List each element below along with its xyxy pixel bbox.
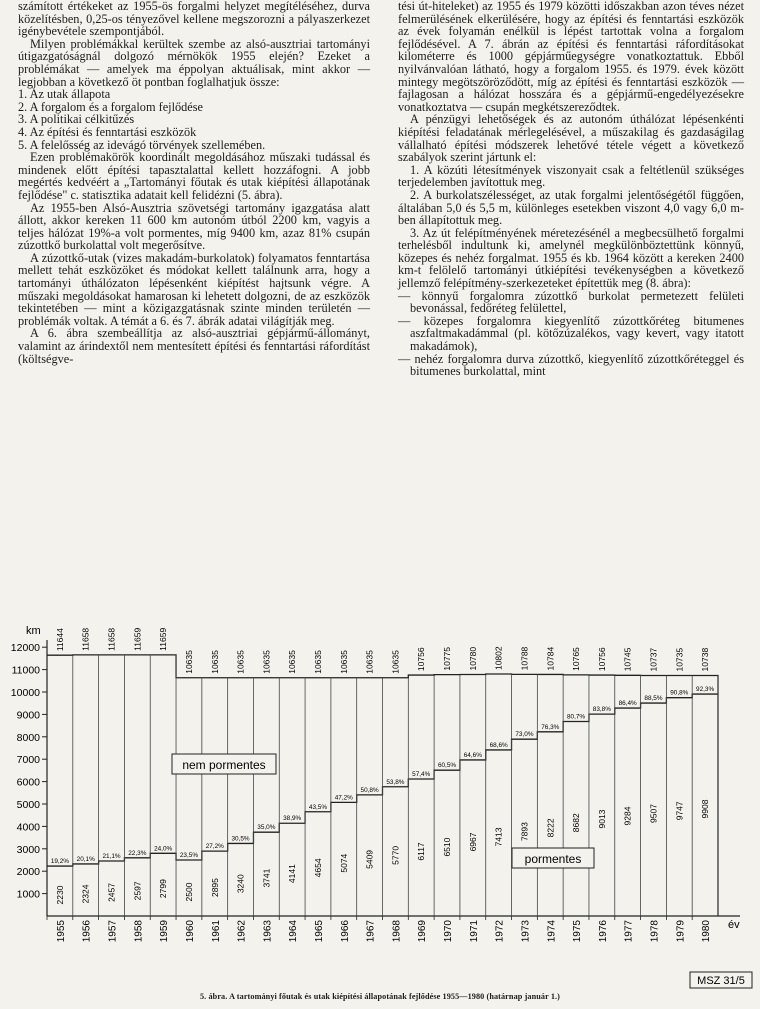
paved-percent-label: 92,3%	[696, 686, 715, 694]
paved-value-label: 4654	[312, 858, 323, 878]
paved-percent-label: 60,5%	[437, 762, 457, 770]
paragraph: 2. A forgalom és a forgalom fejlődése	[18, 99, 203, 114]
paved-value-label: 6967	[467, 832, 478, 852]
paved-percent-label: 27,2%	[205, 843, 224, 851]
paved-value-label: 5409	[364, 849, 375, 869]
x-tick-label: 1955	[55, 920, 67, 943]
paved-percent-label: 24,0%	[154, 845, 173, 853]
y-tick-label: 7000	[16, 754, 40, 767]
y-tick-label: 9000	[16, 709, 40, 722]
total-value-label: 11659	[158, 627, 169, 651]
x-tick-label: 1958	[133, 920, 145, 943]
y-tick-label: 1000	[16, 888, 40, 901]
paved-label: pormentes	[524, 852, 582, 866]
paved-value-label: 2597	[132, 881, 143, 901]
paragraph: 5. A felelősség az idevágó törvények szellemében.	[18, 137, 266, 152]
total-value-label: 10635	[183, 650, 194, 674]
paved-value-label: 9747	[674, 801, 685, 821]
x-tick-label: 1972	[494, 920, 506, 943]
total-value-label: 10802	[493, 646, 504, 671]
y-tick-label: 6000	[16, 776, 40, 789]
paved-percent-label: 53,8%	[386, 778, 405, 786]
paved-percent-label: 64,6%	[463, 751, 482, 759]
y-tick-label: 8000	[16, 731, 40, 744]
y-tick-label: 12000	[10, 642, 40, 655]
paragraph: — közepes forgalomra kiegyenlítő zúzottkőréteg bitumenes aszfaltmakadámmal (pl. kötőzúzalékos, vagy kevert, vagy itatott makadámok),	[398, 313, 744, 354]
left-text-column	[18, 0, 370, 365]
paved-value-label: 7893	[519, 822, 530, 842]
x-tick-label: 1963	[262, 920, 274, 943]
x-tick-label: 1980	[701, 920, 713, 943]
x-tick-label: 1961	[210, 920, 222, 943]
total-value-label: 11658	[106, 627, 117, 651]
total-value-label: 10735	[674, 647, 685, 672]
paved-percent-label: 20,1%	[76, 855, 95, 863]
total-value-label: 10635	[287, 650, 298, 674]
paragraph: — könnyű forgalomra zúzottkő burkolat permetezett felületi bevonással, fedőréteg felülettel,	[398, 288, 744, 316]
paved-percent-label: 19,2%	[50, 858, 69, 866]
total-value-label: 10784	[545, 646, 556, 671]
paved-value-label: 2324	[80, 884, 91, 904]
paragraph: 1. A közúti létesítmények viszonyait csak a feltétlenül szükséges terjedelemben javítottuk meg.	[398, 162, 744, 190]
paved-value-label: 3240	[235, 874, 246, 894]
y-axis-label: km	[26, 625, 41, 637]
right-text-column	[398, 0, 744, 378]
paved-percent-label: 21,1%	[102, 852, 121, 860]
x-axis-label: év	[728, 919, 740, 931]
x-tick-label: 1970	[443, 920, 455, 943]
paved-value-label: 4141	[287, 864, 298, 884]
unpaved-label: nem pormentes	[182, 758, 266, 772]
badge: MSZ 31/5	[697, 975, 745, 987]
paved-percent-label: 73,0%	[515, 731, 534, 739]
paragraph: A zúzottkő-utak (vizes makadám-burkolatok) folyamatos fenntartása mellett tehát eszközöket és módokat kellett találnunk arra, hogy a tartományi úthálózaton lépésenként kiépítést hajtsunk végre. A műszaki megoldásokat hamarosan ki lehetett dolgozni, de az eszközök tekintetében — mint a közigazgatásnak szinte minden területén — problémák voltak. A témát a 6. és 7. ábrák adatai világítják meg.	[18, 250, 370, 328]
y-tick-label: 4000	[16, 821, 40, 834]
paragraph: A pénzügyi lehetőségek és az autonóm úthálózat lépésenkénti kiépítési feladatának mérlegelésével, a műszakilag és gazdaságilag vállalható építési módszerek lehetővé tétele végett a következő szabályok szerint jártunk el:	[398, 112, 744, 165]
paved-value-label: 7413	[493, 827, 504, 847]
figure-caption: 5. ábra. A tartományi főutak és utak kiépítési állapotának fejlődése 1955—1980 (határnap január 1.)	[199, 992, 560, 1001]
paved-percent-label: 30,5%	[231, 835, 250, 843]
x-tick-label: 1978	[649, 920, 661, 943]
paved-percent-label: 38,9%	[283, 815, 302, 823]
y-tick-label: 11000	[11, 664, 40, 677]
total-value-label: 10756	[416, 647, 427, 672]
paved-percent-label: 50,8%	[360, 786, 379, 794]
paved-percent-label: 83,8%	[592, 706, 611, 714]
paragraph: — nehéz forgalomra durva zúzottkő, kiegyenlítő zúzottkőréteggel és bitumenes burkolattal, mint	[398, 351, 744, 379]
total-value-label: 10635	[235, 650, 246, 674]
x-tick-label: 1956	[81, 920, 93, 943]
x-tick-label: 1965	[313, 920, 325, 943]
x-tick-label: 1957	[107, 920, 119, 943]
x-tick-label: 1969	[417, 920, 429, 943]
paragraph: Az 1955-ben Alsó-Ausztria szövetségi tartomány igazgatása alatt állott, akkor kereken 11 600 km autonóm útból 2200 km, vagyis a teljes hálózat 19%-a volt pormentes, míg 9400 km, azaz 81% csupán zúzottkő burkolattal volt megerősítve.	[18, 200, 370, 253]
paved-value-label: 2230	[54, 885, 65, 905]
x-tick-label: 1960	[184, 920, 196, 943]
total-value-label: 10780	[467, 646, 478, 671]
total-value-label: 11644	[54, 628, 65, 652]
paved-percent-label: 43,5%	[308, 803, 328, 811]
paved-value-label: 2500	[183, 882, 194, 902]
paved-percent-label: 35,0%	[257, 824, 276, 832]
total-value-label: 10775	[442, 646, 453, 671]
paragraph: 2. A burkolatszélességet, az utak forgalmi jelentőségétől függően, általában 5,0 és 5,5 m, különleges esetekben viszont 4,0 vagy 6,0 m-ben állapítottuk meg.	[398, 187, 744, 228]
paved-value-label: 8222	[545, 818, 556, 838]
paragraph: 4. Az építési és fenntartási eszközök	[18, 124, 197, 139]
paved-percent-label: 57,4%	[412, 770, 431, 778]
paragraph: 3. Az út felépítményének méretezésénél a megbecsülhető forgalmi terhelésből indultunk ki, amelynél megkülönböztettünk könnyű, közepes és nehéz forgalmat. 1955 és kb. 1964 között a kereken 2400 km-t felölelő tartományi útkiépítési tevékenységben a következő jellemző felépítmény-szerkezeteket építettük meg (8. ábra):	[398, 225, 744, 291]
total-value-label: 11659	[132, 627, 143, 651]
y-tick-label: 2000	[16, 866, 40, 879]
paved-percent-label: 76,3%	[541, 723, 560, 731]
x-tick-label: 1962	[236, 920, 248, 943]
x-tick-label: 1967	[365, 920, 377, 943]
paragraph: 1. Az utak állapota	[18, 87, 111, 102]
total-value-label: 10738	[700, 647, 711, 672]
total-value-label: 10635	[312, 650, 323, 674]
paved-value-label: 2457	[106, 883, 117, 902]
paragraph: tési út-hiteleket) az 1955 és 1979 közötti időszakban azon téves nézet felmerülésének elkerülésére, hogy az építési és fenntartási eszközök az évek folyamán enélkül is lépést tartottak volna a forgalom fejlődésével. A 7. ábrán az építési és fenntartási ráfordításokat kilométerre és 1000 gépjárműegységre vonatkoztattuk. Ebből nyilvánvalóan látható, hogy a forgalom 1955. és 1979. évek között mintegy megötszöröződött, míg az építési és fenntartási eszközök — fajlagosan a hálózat hosszára és a gépjármű-engedélyezésekre vonatkoztatva — csupán megkétszereződtek.	[398, 0, 744, 114]
paved-percent-label: 22,3%	[128, 849, 147, 857]
x-tick-label: 1973	[520, 920, 532, 943]
x-tick-label: 1971	[468, 920, 480, 943]
paved-percent-label: 80,7%	[566, 713, 586, 721]
x-tick-label: 1976	[597, 920, 609, 943]
total-value-label: 10737	[648, 647, 659, 672]
total-value-label: 10756	[596, 647, 607, 672]
paragraph: Ezen problémakörök koordinált megoldásához műszaki tudással és mindenek előtt építési tapasztalattal kellett hozzáfogni. A jobb megértés kedvéért a „Tartományi főutak és utak kiépítési állapotának fejlődése" c. statisztika adatait kell felidézni (5. ábra).	[18, 150, 370, 202]
x-tick-label: 1959	[159, 920, 171, 943]
paved-value-label: 2895	[209, 878, 220, 898]
x-tick-label: 1964	[288, 920, 300, 943]
paved-value-label: 2799	[158, 879, 169, 899]
paved-percent-label: 47,2%	[334, 794, 353, 802]
x-tick-label: 1975	[572, 920, 584, 943]
paved-value-label: 9013	[596, 809, 607, 829]
paved-value-label: 5770	[390, 845, 401, 865]
total-value-label: 10635	[209, 650, 220, 674]
paved-percent-label: 68,6%	[489, 741, 508, 749]
paved-percent-label: 23,5%	[179, 852, 199, 859]
total-value-label: 10745	[622, 647, 633, 672]
total-value-label: 10635	[390, 650, 401, 674]
paved-value-label: 9908	[700, 799, 711, 819]
y-tick-label: 5000	[16, 799, 40, 811]
paragraph: A 6. ábra szembeállítja az alsó-ausztriai gépjármű-állományt, valamint az árindextől nem mentesített építési és fenntartási ráfordítást (költségve-	[18, 326, 370, 366]
total-value-label: 10635	[338, 650, 349, 674]
paved-value-label: 8682	[571, 813, 582, 833]
total-value-label: 10788	[519, 646, 530, 671]
x-tick-label: 1977	[623, 920, 635, 943]
paved-value-label: 6117	[416, 842, 427, 861]
paved-percent-label: 90,8%	[670, 689, 689, 697]
road-development-chart	[0, 612, 760, 992]
x-tick-label: 1966	[339, 920, 351, 943]
paved-percent-label: 86,4%	[618, 700, 637, 708]
total-value-label: 11658	[80, 627, 91, 651]
x-tick-label: 1968	[391, 920, 403, 943]
paragraph: Milyen problémákkal kerültek szembe az alsó-ausztriai tartományi útigazgatóságnál dolgozó mérnökök 1955 elején? Ezeket a problémákat — amelyek ma éppolyan aktuálisak, mint akkor — legjobban a következő öt pontban foglalhatjuk össze:	[18, 36, 370, 89]
paved-value-label: 9284	[622, 806, 633, 826]
paragraph: 3. A politikai célkitűzés	[18, 112, 135, 127]
paved-value-label: 5074	[338, 853, 349, 873]
total-value-label: 10635	[364, 650, 375, 674]
x-tick-label: 1974	[546, 920, 558, 943]
paved-percent-label: 88,5%	[644, 695, 663, 703]
y-tick-label: 3000	[16, 843, 40, 856]
x-tick-label: 1979	[675, 920, 687, 943]
paved-value-label: 6510	[442, 837, 453, 857]
paved-value-label: 9507	[648, 804, 659, 823]
total-value-label: 10635	[261, 650, 272, 674]
paved-value-label: 3741	[261, 868, 272, 888]
total-value-label: 10765	[571, 647, 582, 671]
y-tick-label: 10000	[10, 687, 40, 699]
paragraph: számított értékeket az 1955-ös forgalmi helyzet megítéléséhez, durva közelítésben, 0,25-os tényezővel kellene megszorozni a pályaszerkezet igénybevétele szempontjából.	[18, 0, 370, 39]
